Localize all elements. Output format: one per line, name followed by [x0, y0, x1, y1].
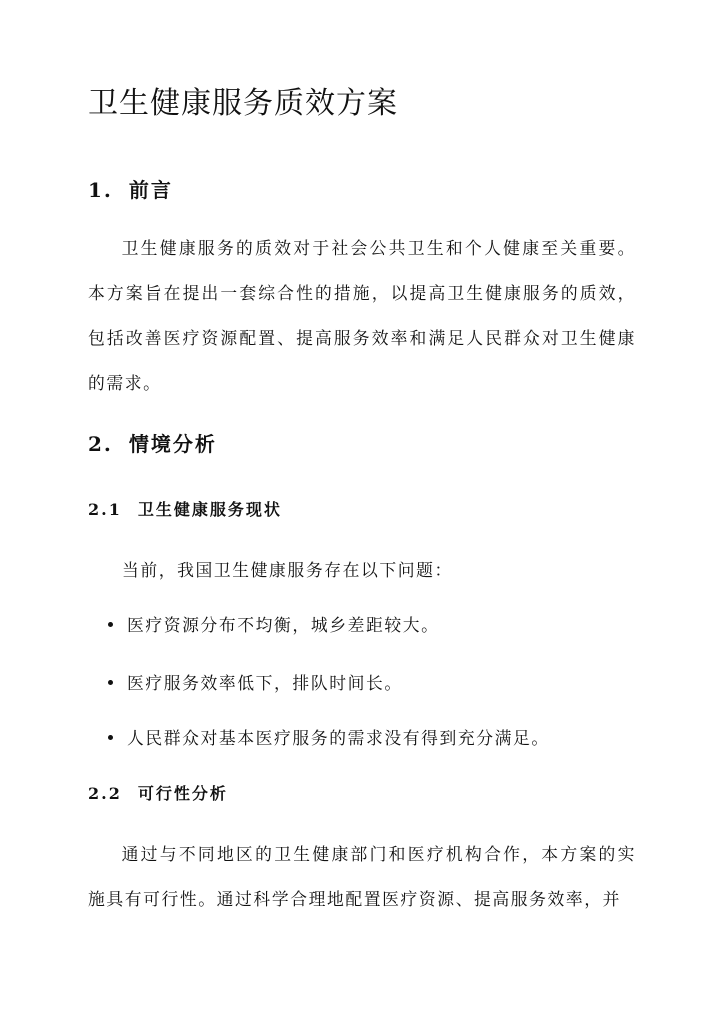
bullet-dot-icon	[108, 680, 113, 685]
bullet-dot-icon	[108, 622, 113, 627]
subsection-heading-status	[88, 498, 282, 522]
list-item-text: 人民群众对基本医疗服务的需求没有得到充分满足。	[127, 728, 550, 748]
list-item-text: 医疗资源分布不均衡，城乡差距较大。	[127, 615, 440, 635]
list-item	[108, 671, 403, 695]
list-item-text: 医疗服务效率低下，排队时间长。	[127, 673, 403, 693]
bullet-dot-icon	[108, 735, 113, 740]
subsection-title: 可行性分析	[137, 784, 228, 803]
list-item	[108, 726, 550, 750]
preface-paragraph: 卫生健康服务的质效对于社会公共卫生和个人健康至关重要。本方案旨在提出一套综合性的措施，以提高卫生健康服务的质效，包括改善医疗资源配置、提高服务效率和满足人民群众对卫生健康的需求。	[88, 238, 636, 393]
section-number: 2.	[88, 432, 113, 456]
subsection-title: 卫生健康服务现状	[137, 500, 282, 519]
section-title: 前言	[128, 178, 173, 202]
list-item	[108, 613, 439, 637]
status-intro: 当前，我国卫生健康服务存在以下问题：	[122, 560, 453, 580]
subsection-number: 2.1	[88, 500, 122, 519]
section-heading-preface	[88, 176, 173, 204]
section-title: 情境分析	[128, 432, 217, 456]
feasibility-paragraph: 通过与不同地区的卫生健康部门和医疗机构合作，本方案的实施具有可行性。通过科学合理地配置医疗资源、提高服务效率，并	[88, 844, 636, 909]
section-heading-situation	[88, 430, 217, 458]
section-number: 1.	[88, 178, 113, 202]
document-title: 卫生健康服务质效方案	[88, 86, 398, 121]
subsection-number: 2.2	[88, 784, 122, 803]
subsection-heading-feasibility	[88, 782, 228, 806]
